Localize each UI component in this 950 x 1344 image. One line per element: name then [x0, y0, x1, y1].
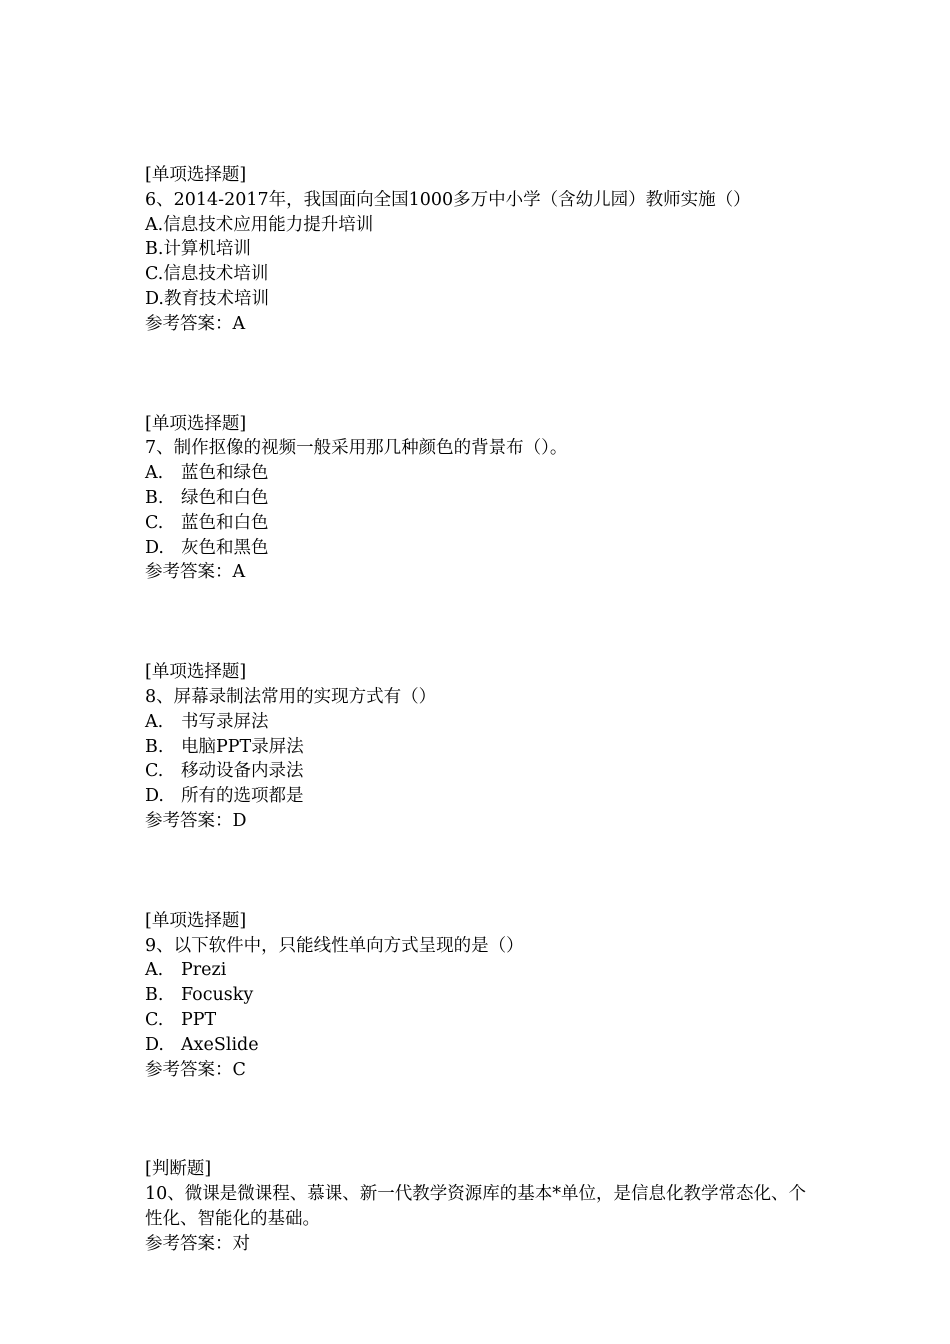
answer-line: 参考答案：D — [145, 810, 247, 831]
question-stem: 6、2014-2017年，我国面向全国1000多万中小学（含幼儿园）教师实施（） — [145, 189, 751, 210]
question-9 — [145, 909, 815, 1083]
answer-line: 参考答案：对 — [145, 1233, 250, 1254]
question-8 — [145, 660, 815, 834]
option-b — [145, 486, 815, 511]
answer-line: 参考答案：A — [145, 313, 246, 334]
option-text: 蓝色和白色 — [181, 512, 269, 533]
option-letter: D. — [145, 537, 164, 558]
option-letter: C. — [145, 512, 164, 533]
option-text: 绿色和白色 — [181, 487, 269, 508]
question-7 — [145, 412, 815, 586]
option-letter: B. — [145, 239, 164, 260]
question-stem: 8、屏幕录制法常用的实现方式有（） — [145, 686, 437, 707]
option-a — [145, 461, 815, 486]
option-letter: A. — [145, 214, 164, 235]
option-text: PPT — [181, 1009, 217, 1030]
question-stem: 9、以下软件中，只能线性单向方式呈现的是（） — [145, 935, 524, 956]
option-letter: C. — [145, 264, 164, 285]
option-text: Focusky — [181, 985, 254, 1006]
option-letter: A. — [145, 960, 164, 981]
question-stem: 10、微课是微课程、慕课、新一代教学资源库的基本*单位，是信息化教学常态化、个性化、智能化的基础。 — [145, 1184, 807, 1229]
option-b — [145, 983, 815, 1008]
option-text: 书写录屏法 — [181, 711, 269, 732]
option-letter: C. — [145, 1009, 164, 1030]
option-text: Prezi — [181, 960, 227, 981]
question-6 — [145, 163, 815, 337]
question-stem: 7、制作抠像的视频一般采用那几种颜色的背景布（）。 — [145, 438, 568, 459]
option-d — [145, 287, 815, 312]
option-letter: A. — [145, 463, 164, 484]
option-c — [145, 759, 815, 784]
option-a — [145, 213, 815, 238]
question-document — [145, 163, 815, 1257]
option-a — [145, 710, 815, 735]
option-letter: C. — [145, 761, 164, 782]
question-type-label: [单项选择题] — [145, 413, 247, 434]
option-b — [145, 735, 815, 760]
question-10 — [145, 1157, 815, 1256]
option-letter: B. — [145, 985, 164, 1006]
question-type-label: [单项选择题] — [145, 910, 247, 931]
option-text: 计算机培训 — [163, 239, 251, 260]
option-letter: B. — [145, 736, 164, 757]
option-text: 教育技术培训 — [163, 288, 269, 309]
option-text: 蓝色和绿色 — [181, 463, 269, 484]
option-letter: A. — [145, 711, 164, 732]
option-d — [145, 536, 815, 561]
option-c — [145, 511, 815, 536]
answer-line: 参考答案：C — [145, 1059, 246, 1080]
option-a — [145, 958, 815, 983]
question-type-label: [单项选择题] — [145, 662, 247, 683]
question-type-label: [单项选择题] — [145, 165, 247, 185]
option-d — [145, 784, 815, 809]
option-text: 信息技术应用能力提升培训 — [163, 214, 374, 235]
option-letter: D. — [145, 786, 164, 807]
question-type-label: [判断题] — [145, 1159, 212, 1180]
option-letter: D. — [145, 1034, 164, 1055]
option-text: 移动设备内录法 — [181, 761, 304, 782]
option-text: 电脑PPT录屏法 — [181, 736, 304, 757]
option-text: AxeSlide — [181, 1034, 259, 1055]
option-c — [145, 262, 815, 287]
option-text: 信息技术培训 — [163, 264, 269, 285]
option-letter: B. — [145, 487, 164, 508]
option-letter: D. — [145, 288, 164, 309]
option-b — [145, 237, 815, 262]
option-text: 所有的选项都是 — [181, 786, 304, 807]
option-text: 灰色和黑色 — [181, 537, 269, 558]
answer-line: 参考答案：A — [145, 562, 246, 583]
option-d — [145, 1033, 815, 1058]
option-c — [145, 1008, 815, 1033]
